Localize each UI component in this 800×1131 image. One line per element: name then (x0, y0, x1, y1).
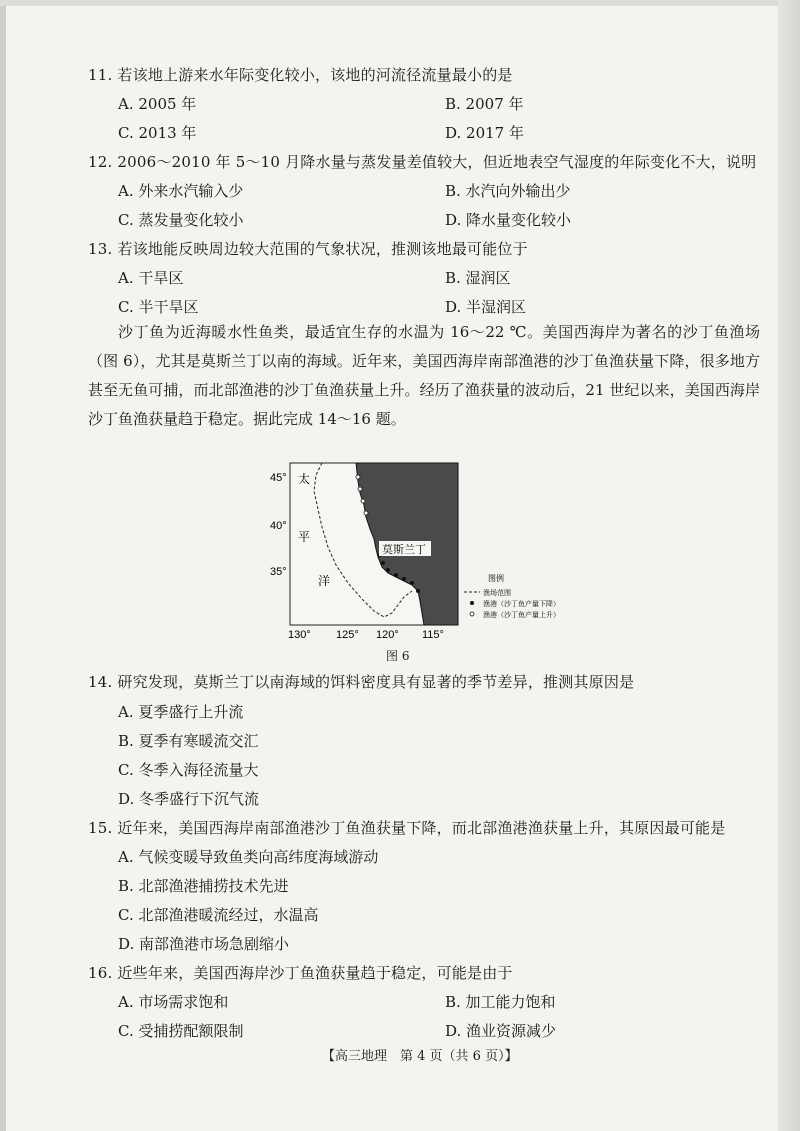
scan-edge-left (0, 0, 6, 1131)
q12-option-b: B. 水汽向外输出少 (445, 182, 571, 200)
port-declining (394, 573, 398, 577)
q14-option-d: D. 冬季盛行下沉气流 (118, 790, 260, 808)
q13-option-d: D. 半湿润区 (445, 298, 527, 316)
q12-option-c: C. 蒸发量变化较小 (118, 211, 244, 229)
q14-option-b: B. 夏季有寒暖流交汇 (118, 732, 259, 750)
port-declining (410, 581, 414, 585)
q11-option-c: C. 2013 年 (118, 124, 197, 142)
q11-option-a: A. 2005 年 (118, 95, 197, 113)
legend-range: 渔场范围 (483, 589, 511, 597)
q15-option-b: B. 北部渔港捕捞技术先进 (118, 877, 289, 895)
ocean-char-2: 平 (298, 530, 311, 544)
lon-label-120: 120° (376, 629, 399, 641)
q16-option-d: D. 渔业资源减少 (445, 1022, 557, 1040)
q13-stem: 13. 若该地能反映周边较大范围的气象状况，推测该地最可能位于 (88, 240, 528, 258)
q16-option-b: B. 加工能力饱和 (445, 993, 556, 1011)
q12-option-a: A. 外来水汽输入少 (118, 182, 244, 200)
q14-option-c: C. 冬季入海径流量大 (118, 761, 259, 779)
lat-label-45: 45° (270, 472, 287, 484)
legend-filled-dot-icon (470, 601, 474, 605)
q11-option-d: D. 2017 年 (445, 124, 524, 142)
map-svg (270, 455, 580, 650)
lat-label-35: 35° (270, 566, 287, 578)
scan-edge-top (0, 0, 800, 6)
q16-stem: 16. 近些年来，美国西海岸沙丁鱼渔获量趋于稳定，可能是由于 (88, 964, 513, 982)
q15-option-c: C. 北部渔港暖流经过，水温高 (118, 906, 319, 924)
ocean-char-1: 太 (298, 472, 311, 486)
legend-open-dot-icon (470, 612, 474, 616)
q13-option-a: A. 干旱区 (118, 269, 184, 287)
port-declining (381, 561, 385, 565)
port-rising (358, 487, 362, 491)
lon-label-125: 125° (336, 629, 359, 641)
legend-port-down: 渔港（沙丁鱼产量下降） (483, 600, 560, 608)
q11-stem: 11. 若该地上游来水年际变化较小，该地的河流径流量最小的是 (88, 66, 513, 84)
figure-6-map (270, 455, 580, 650)
passage (88, 318, 760, 434)
q15-option-d: D. 南部渔港市场急剧缩小 (118, 935, 290, 953)
page-footer: 【高三地理 第 4 页（共 6 页）】 (322, 1049, 518, 1064)
port-declining (416, 589, 420, 593)
q16-option-c: C. 受捕捞配额限制 (118, 1022, 244, 1040)
q12-option-d: D. 降水量变化较小 (445, 211, 572, 229)
q14-option-a: A. 夏季盛行上升流 (118, 703, 244, 721)
figure-caption: 图 6 (386, 649, 410, 663)
legend-port-up: 渔港（沙丁鱼产量上升） (483, 611, 560, 619)
q15-stem: 15. 近年来，美国西海岸南部渔港沙丁鱼渔获量下降，而北部渔港渔获量上升，其原因最可能是 (88, 819, 726, 837)
passage-text: 沙丁鱼为近海暖水性鱼类，最适宜生存的水温为 16～22 ℃。美国西海岸为著名的沙丁鱼渔场（图 6），尤其是莫斯兰丁以南的海域。近年来，美国西海岸南部渔港的沙丁鱼渔获量下降，很多地方甚至无鱼可捕，而北部渔港的沙丁鱼渔获量上升。经历了渔获量的波动后，21 世纪以来，美国西海岸沙丁鱼渔获量趋于稳定。据此完成 14～16 题。 (88, 323, 760, 428)
port-declining (402, 577, 406, 581)
lat-label-40: 40° (270, 520, 287, 532)
q12-stem: 12. 2006～2010 年 5～10 月降水量与蒸发量差值较大，但近地表空气湿度的年际变化不大，说明 (88, 153, 757, 171)
port-rising (356, 475, 360, 479)
q14-stem: 14. 研究发现，莫斯兰丁以南海域的饵料密度具有显著的季节差异，推测其原因是 (88, 673, 635, 691)
place-label: 莫斯兰丁 (382, 543, 426, 556)
ocean-char-3: 洋 (318, 574, 331, 588)
legend-title: 图例 (488, 574, 504, 583)
lon-label-115: 115° (422, 629, 444, 641)
scan-edge-right (778, 0, 800, 1131)
q15-option-a: A. 气候变暖导致鱼类向高纬度海域游动 (118, 848, 379, 866)
port-rising (361, 499, 365, 503)
q16-option-a: A. 市场需求饱和 (118, 993, 229, 1011)
port-rising (364, 511, 368, 515)
q13-option-b: B. 湿润区 (445, 269, 511, 287)
port-declining (386, 568, 390, 572)
q11-option-b: B. 2007 年 (445, 95, 524, 113)
lon-label-130: 130° (288, 629, 311, 641)
q13-option-c: C. 半干旱区 (118, 298, 199, 316)
